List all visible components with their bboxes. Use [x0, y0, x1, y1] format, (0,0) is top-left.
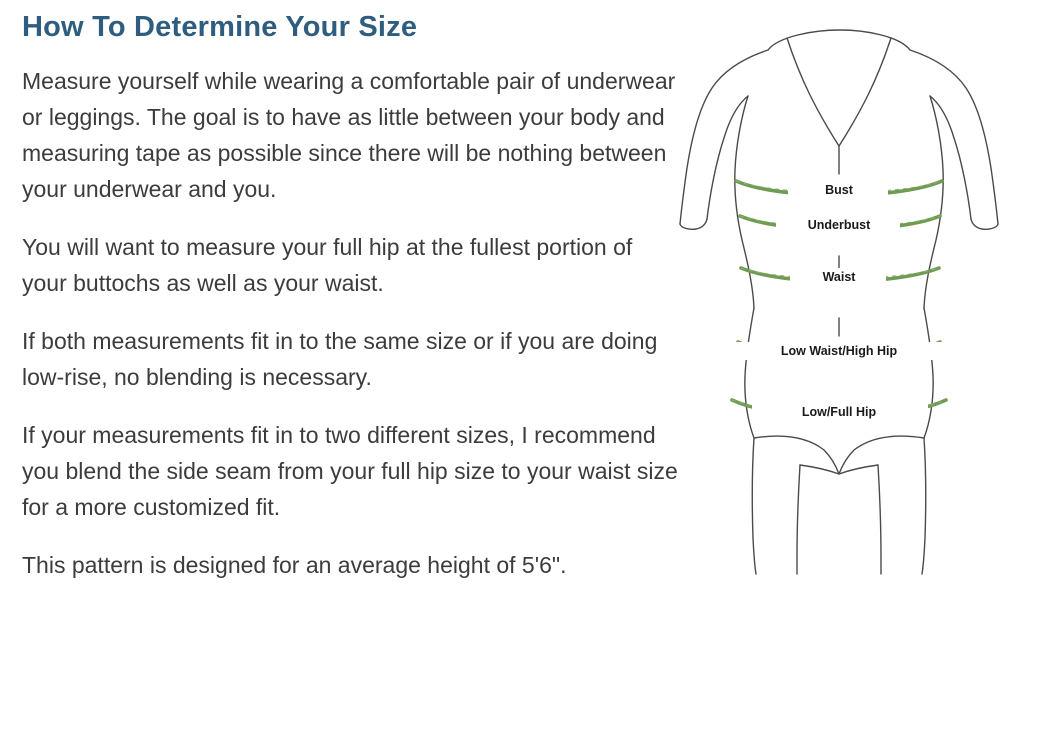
tape-label-low-full-hip: Low/Full Hip	[801, 405, 877, 419]
tape-label-plates	[730, 181, 946, 421]
body-outline	[680, 30, 998, 574]
paragraph-average-height: This pattern is designed for an average height of 5'6".	[22, 551, 567, 578]
body-measurement-diagram	[640, 18, 1035, 578]
paragraph-full-hip: You will want to measure your full hip at the fullest portion of your buttochs as well as your waist.	[22, 233, 633, 296]
measurement-tape-dashes	[732, 181, 946, 414]
paragraph-measure-instructions: Measure yourself while wearing a comfortable pair of underwear or leggings. The goal is to have as little between your body and measuring tape as possible since there will be nothing between your underwear and you.	[22, 67, 676, 202]
tape-label-underbust: Underbust	[807, 218, 871, 232]
paragraph-blending: If your measurements fit in to two different sizes, I recommend you blend the side seam from your full hip size to your waist size for a more customized fit.	[22, 421, 678, 520]
page-title: How To Determine Your Size	[22, 11, 418, 43]
tape-label-bust: Bust	[825, 183, 853, 197]
tape-label-waist: Waist	[822, 270, 856, 284]
paragraph-same-size: If both measurements fit in to the same size or if you are doing low-rise, no blending is necessary.	[22, 327, 658, 390]
tape-label-low-waist-high-hip: Low Waist/High Hip	[780, 344, 898, 358]
text-column	[22, 10, 682, 583]
